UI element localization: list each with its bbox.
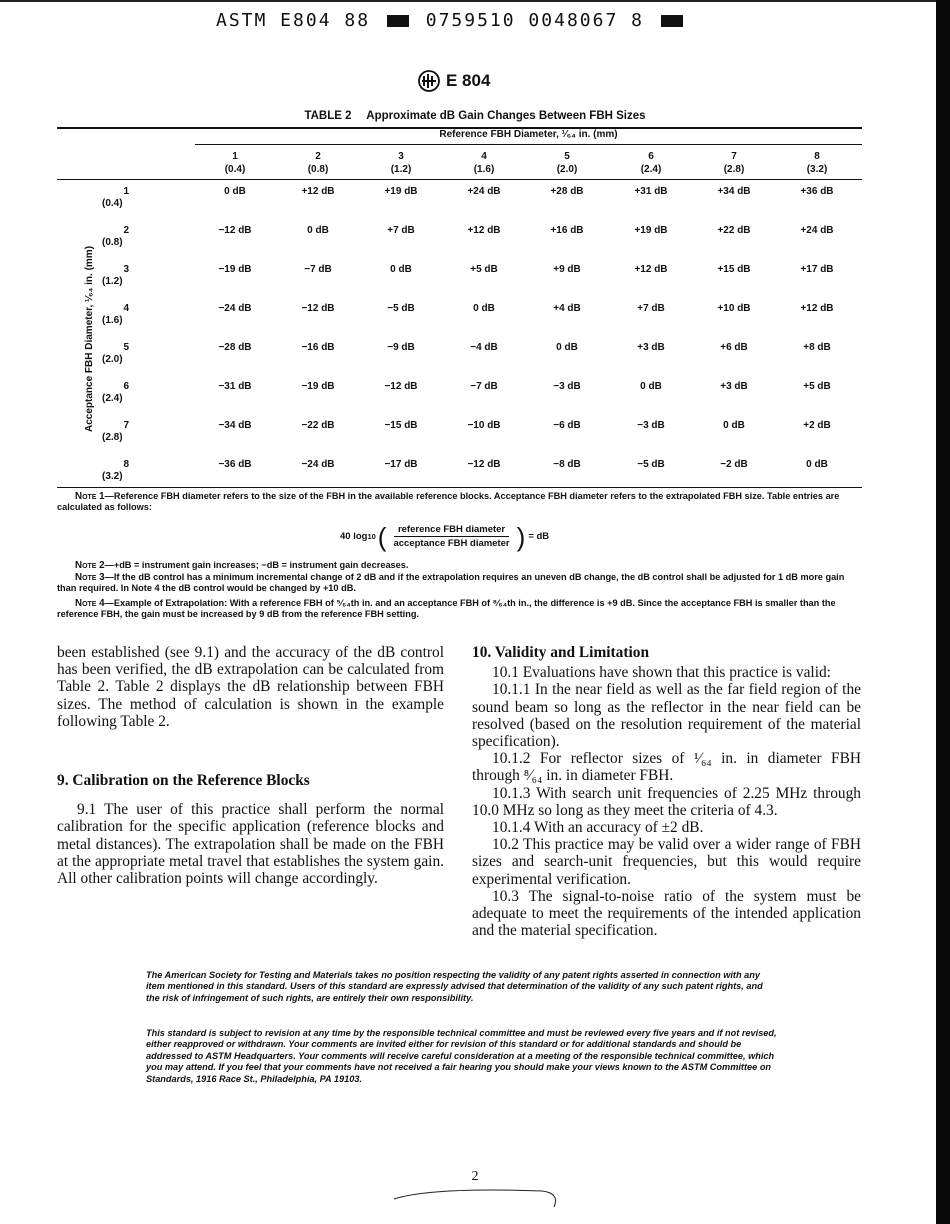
document-code: 0759510 0048067 8 — [425, 10, 644, 31]
column-mm: (1.2) — [390, 164, 412, 175]
table-cell: +8 dB — [803, 342, 831, 353]
column-header — [276, 150, 360, 176]
scan-edge-bar — [936, 0, 950, 1224]
left-column — [57, 644, 444, 887]
paragraph-10-1-1: 10.1.1 In the near field as well as the far field region of the sound beam so long as the reflector in the near field can be resolved (based on the resolution requirement of the material specification). — [472, 681, 861, 751]
row-number: 6 — [123, 381, 129, 392]
row-number: 8 — [123, 459, 129, 470]
document-id: ASTM E804 88 — [216, 10, 371, 31]
table-cell: +24 dB — [800, 225, 834, 236]
table-cell: −31 dB — [218, 381, 252, 392]
right-column — [472, 644, 861, 939]
note-text: —Example of Extrapolation: With a reference FBH of ⁵⁄₆₄th in. and an acceptance FBH of ⁸⁄₆₄th in., the difference is +9 dB. Since the acceptance FBH is smaller than the reference FBH, the gain must be increased by 9 dB from the reference FBH setting. — [57, 598, 836, 619]
column-header — [692, 150, 776, 176]
row-number: 5 — [123, 342, 129, 353]
document-id-header — [216, 10, 687, 31]
table-cell: −3 dB — [553, 381, 581, 392]
column-number: 4 — [481, 151, 487, 162]
table-cell: +36 dB — [800, 186, 834, 197]
column-header — [775, 150, 859, 176]
table-cell: −6 dB — [553, 420, 581, 431]
column-mm: (0.4) — [224, 164, 246, 175]
patent-disclaimer — [146, 970, 778, 1004]
disclaimer-paragraph: The American Society for Testing and Materials takes no position respecting the validity of any patent rights asserted in connection with any item mentioned in this standard. Users of this standard are expressly advised that determination of the validity of any such patent rights, and the risk of infringement of such rights, are entirely their own responsibility. — [146, 970, 763, 1003]
row-header — [102, 225, 142, 249]
formula-sub: 10 — [367, 532, 376, 541]
note-label: Note 1 — [75, 491, 105, 502]
row-number: 4 — [123, 303, 129, 314]
table-cell: +12 dB — [301, 186, 335, 197]
table-cell: 0 dB — [723, 420, 745, 431]
note-2 — [57, 560, 863, 571]
row-mm: (2.4) — [102, 393, 123, 404]
column-header-rule — [57, 179, 862, 180]
table-cell: −15 dB — [384, 420, 418, 431]
column-mm: (0.8) — [307, 164, 329, 175]
paragraph-10-1: 10.1 Evaluations have shown that this practice is valid: — [492, 664, 831, 682]
column-number: 2 — [315, 151, 321, 162]
column-number: 6 — [648, 151, 654, 162]
formula-denominator: acceptance FBH diameter — [393, 538, 510, 549]
column-number: 5 — [564, 151, 570, 162]
designation-text: E 804 — [446, 71, 491, 90]
redaction-block — [661, 15, 683, 27]
table-cell: +5 dB — [470, 264, 498, 275]
table-cell: −5 dB — [637, 459, 665, 470]
row-number: 7 — [123, 420, 129, 431]
table-cell: +16 dB — [550, 225, 584, 236]
row-mm: (1.6) — [102, 315, 123, 326]
table-cell: −8 dB — [553, 459, 581, 470]
table-cell: −17 dB — [384, 459, 418, 470]
table-cell: +5 dB — [803, 381, 831, 392]
table-cell: −5 dB — [387, 303, 415, 314]
table-cell: +9 dB — [553, 264, 581, 275]
column-mm: (2.0) — [556, 164, 578, 175]
table-cell: −16 dB — [301, 342, 335, 353]
table-cell: +7 dB — [637, 303, 665, 314]
note-3 — [57, 572, 863, 594]
column-mm: (2.4) — [640, 164, 662, 175]
table-cell: +12 dB — [467, 225, 501, 236]
table-cell: −7 dB — [304, 264, 332, 275]
row-mm: (0.8) — [102, 237, 123, 248]
table-cell: 0 dB — [473, 303, 495, 314]
note-text: —Reference FBH diameter refers to the size of the FBH in the available reference blocks. Acceptance FBH diameter refers to the extrapolated FBH size. Table entries are calculated as follows: — [57, 491, 840, 512]
table-cell: −7 dB — [470, 381, 498, 392]
table-cell: −24 dB — [218, 303, 252, 314]
table-cell: −2 dB — [720, 459, 748, 470]
table-cell: +19 dB — [384, 186, 418, 197]
note-label: Note 4 — [75, 598, 105, 609]
row-header — [102, 381, 142, 405]
table-cell: 0 dB — [307, 225, 329, 236]
column-mm: (2.8) — [723, 164, 745, 175]
formula-numerator: reference FBH diameter — [394, 524, 509, 537]
page-number: 2 — [471, 1169, 479, 1184]
table-cell: +7 dB — [387, 225, 415, 236]
row-number: 3 — [123, 264, 129, 275]
table-cell: 0 dB — [224, 186, 246, 197]
table-cell: +24 dB — [467, 186, 501, 197]
paragraph-9-1: 9.1 The user of this practice shall perform the normal calibration for the specific application (reference blocks and metal distances). The extrapolation shall be made on the FBH at the appropriate metal travel that establishes the system gain. All other calibration points will change accordingly. — [57, 801, 444, 888]
column-mm: (1.6) — [473, 164, 495, 175]
row-mm: (1.2) — [102, 276, 123, 287]
right-paren: ) — [516, 521, 526, 552]
reference-header-rule — [195, 144, 862, 145]
column-number: 8 — [814, 151, 820, 162]
table-title — [0, 110, 950, 122]
table-cell: −28 dB — [218, 342, 252, 353]
column-header — [609, 150, 693, 176]
page-curve-mark — [392, 1185, 562, 1209]
table-cell: −34 dB — [218, 420, 252, 431]
row-axis-label: Acceptance FBH Diameter, ¹⁄₆₄ in. (mm) — [84, 245, 95, 432]
column-mm: (3.2) — [806, 164, 828, 175]
paragraph: been established (see 9.1) and the accuracy of the dB control has been verified, the dB extrapolation can be calculated from Table 2. Table 2 displays the dB relationship between FBH sizes. The method of calculation is shown in the example following Table 2. — [57, 644, 444, 730]
disclaimer-paragraph: This standard is subject to revision at any time by the responsible technical committee and must be reviewed every five years and if not revised, either reapproved or withdrawn. Your comments are invited either for revision of this standard or for additional standards and should be addressed to ASTM Headquarters. Your comments will receive careful consideration at a meeting of the responsible technical committee, which you may attend. If you feel that your comments have not received a fair hearing you should make your views known to the ASTM Committee on Standards, 1916 Race St., Philadelphia, PA 19103. — [146, 1028, 777, 1084]
gain-formula — [340, 521, 550, 552]
formula-suffix: = dB — [528, 531, 550, 542]
column-header — [525, 150, 609, 176]
row-mm: (2.0) — [102, 354, 123, 365]
table-cell: −9 dB — [387, 342, 415, 353]
revision-disclaimer — [146, 1028, 778, 1085]
table-cell: +3 dB — [637, 342, 665, 353]
row-mm: (2.8) — [102, 432, 123, 443]
table-cell: −3 dB — [637, 420, 665, 431]
note-label: Note 3 — [75, 572, 105, 583]
row-header — [102, 303, 142, 327]
section-10-heading: 10. Validity and Limitation — [472, 644, 650, 661]
table-cell: −24 dB — [301, 459, 335, 470]
table-cell: +19 dB — [634, 225, 668, 236]
paragraph-10-1-4: 10.1.4 With an accuracy of ±2 dB. — [492, 819, 704, 837]
table-cell: 0 dB — [390, 264, 412, 275]
redaction-block — [387, 15, 409, 27]
column-number: 1 — [232, 151, 238, 162]
row-header — [102, 420, 142, 444]
table-title-text: Approximate dB Gain Changes Between FBH Sizes — [366, 110, 646, 122]
note-text: —If the dB control has a minimum incremental change of 2 dB and if the extrapolation requires an uneven dB change, the dB control shall be adjusted for 1 dB more gain than required. In Note 4 the dB control would be changed by +10 dB. — [57, 572, 845, 593]
paragraph-10-1-3: 10.1.3 With search unit frequencies of 2.25 MHz through 10.0 MHz so long as they meet the criteria of 4.3. — [472, 784, 861, 819]
paragraph-10-3: 10.3 The signal-to-noise ratio of the system must be adequate to meet the requirements of the intended application and the material specification. — [472, 887, 861, 940]
table-cell: +22 dB — [717, 225, 751, 236]
table-number: TABLE 2 — [304, 110, 352, 122]
table-cell: +6 dB — [720, 342, 748, 353]
table-cell: +2 dB — [803, 420, 831, 431]
formula-fraction — [389, 524, 513, 549]
table-cell: +34 dB — [717, 186, 751, 197]
row-number: 2 — [123, 225, 129, 236]
row-header — [102, 459, 142, 483]
table-cell: +31 dB — [634, 186, 668, 197]
row-number: 1 — [123, 186, 129, 197]
table-cell: −22 dB — [301, 420, 335, 431]
table-cell: 0 dB — [640, 381, 662, 392]
note-4 — [57, 598, 863, 620]
table-cell: −12 dB — [384, 381, 418, 392]
table-cell: +12 dB — [634, 264, 668, 275]
table-cell: +10 dB — [717, 303, 751, 314]
table-cell: −19 dB — [301, 381, 335, 392]
row-header — [102, 186, 142, 210]
table-cell: +17 dB — [800, 264, 834, 275]
astm-logo-icon — [418, 70, 440, 92]
row-header — [102, 342, 142, 366]
row-header — [102, 264, 142, 288]
section-9-heading: 9. Calibration on the Reference Blocks — [57, 772, 310, 790]
column-header — [193, 150, 277, 176]
row-mm: (0.4) — [102, 198, 123, 209]
table-cell: −12 dB — [218, 225, 252, 236]
table-cell: +12 dB — [800, 303, 834, 314]
table-cell: −4 dB — [470, 342, 498, 353]
column-header — [359, 150, 443, 176]
table-cell: −19 dB — [218, 264, 252, 275]
paragraph-10-1-2: 10.1.2 For reflector sizes of ¹⁄₆₄ in. in diameter FBH through ⁸⁄₆₄ in. in diameter FBH. — [472, 750, 861, 785]
table-cell: 0 dB — [806, 459, 828, 470]
column-number: 3 — [398, 151, 404, 162]
note-text: —+dB = instrument gain increases; −dB = instrument gain decreases. — [104, 560, 409, 570]
table-cell: +15 dB — [717, 264, 751, 275]
table-cell: 0 dB — [556, 342, 578, 353]
reference-header: Reference FBH Diameter, ¹⁄₆₄ in. (mm) — [439, 129, 618, 140]
formula-prefix: 40 log — [340, 531, 368, 542]
note-1 — [57, 491, 863, 513]
column-number: 7 — [731, 151, 737, 162]
table-cell: +28 dB — [550, 186, 584, 197]
table-cell: −12 dB — [301, 303, 335, 314]
table-bottom-rule — [57, 487, 862, 488]
table-cell: +3 dB — [720, 381, 748, 392]
table-cell: −12 dB — [467, 459, 501, 470]
note-label: Note 2 — [75, 560, 105, 571]
left-paren: ( — [377, 521, 387, 552]
table-cell: +4 dB — [553, 303, 581, 314]
designation — [418, 70, 490, 92]
scan-edge-line — [0, 0, 950, 2]
column-header — [442, 150, 526, 176]
table-cell: −10 dB — [467, 420, 501, 431]
table-cell: −36 dB — [218, 459, 252, 470]
row-mm: (3.2) — [102, 471, 123, 482]
paragraph-10-2: 10.2 This practice may be valid over a wider range of FBH sizes and search-unit frequencies, but this would require experimental verification. — [472, 836, 861, 888]
